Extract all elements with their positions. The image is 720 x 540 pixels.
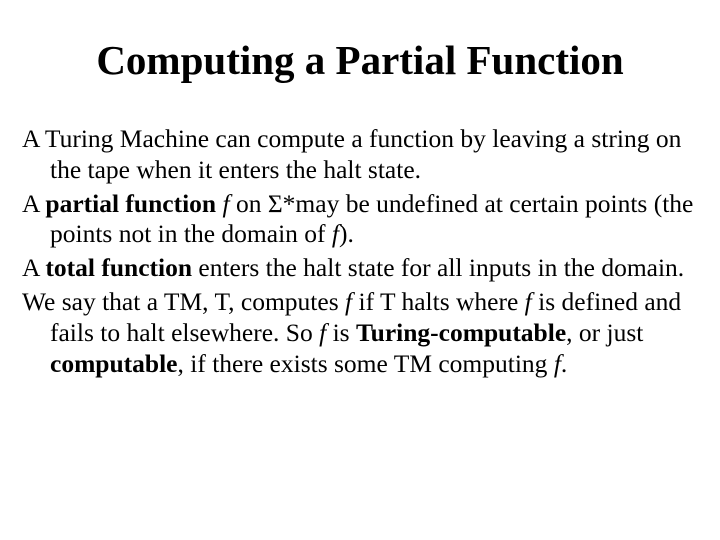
text-run: We say that a TM, T, computes (22, 287, 346, 317)
text-run: , if there exists some TM computing (177, 348, 554, 378)
term-computable: computable (50, 348, 178, 378)
function-symbol-f: f (331, 219, 339, 249)
function-symbol-f: f (524, 287, 532, 317)
function-symbol-f: f (345, 287, 353, 317)
text-run: ). (339, 219, 354, 249)
text-run: A (22, 253, 46, 283)
slide-body (22, 124, 698, 383)
text-run: on Σ*may be undefined at certain points (the points not in the domain of (50, 188, 694, 249)
term-total-function: total function (45, 253, 193, 283)
text-run: , or just (566, 318, 644, 348)
term-partial-function: partial function (45, 188, 217, 218)
text-run: . (560, 348, 568, 378)
text-run: A (22, 188, 46, 218)
text-run: is defined and fails to halt elsewhere. So (50, 287, 682, 348)
text-run: enters the halt state for all inputs in the domain. (192, 253, 685, 283)
function-symbol-f: f (553, 348, 561, 378)
function-symbol-f: f (222, 188, 230, 218)
slide-title: Computing a Partial Function (96, 37, 624, 83)
paragraph-total-function (22, 253, 698, 284)
paragraph-partial-function (22, 189, 698, 250)
paragraph-turing-machine-compute (22, 124, 698, 185)
paragraph-computes-definition (22, 287, 698, 379)
text-run: if T halts where (352, 287, 525, 317)
term-turing-computable: Turing-computable (355, 318, 567, 348)
function-symbol-f: f (319, 318, 327, 348)
paragraph-text: A Turing Machine can compute a function by leaving a string on the tape when it enters the halt state. (22, 124, 682, 184)
text-run: is (326, 318, 356, 348)
